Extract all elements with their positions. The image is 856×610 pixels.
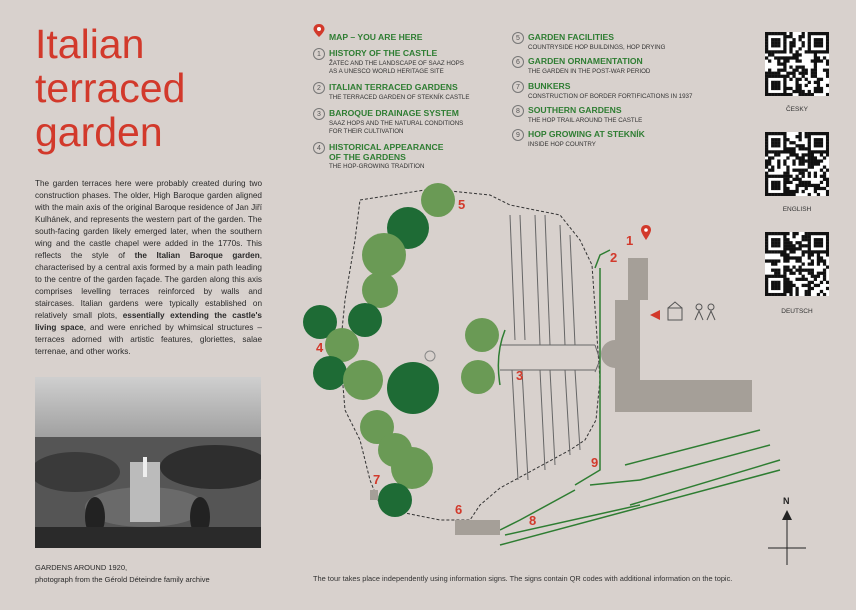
qr-label-english: ENGLISH (782, 206, 812, 213)
legend-num: 9 (512, 129, 524, 141)
legend-num: 3 (313, 108, 325, 120)
north-label: N (783, 496, 790, 506)
page-title: Italian terraced garden (35, 21, 186, 155)
legend-sub: THE TERRACED GARDEN OF STEKNÍK CASTLE (329, 94, 470, 101)
legend-num: 4 (313, 142, 325, 154)
intro-part-3: , and were enriched by whimsical structures – terraces adorned with artistic features, gloriettes, salae terrenae, and other works. (35, 323, 262, 356)
map-marker-4[interactable]: 4 (316, 340, 324, 355)
you-are-here-pin (641, 225, 651, 240)
legend-here-label: MAP – YOU ARE HERE (329, 32, 423, 42)
footer-note: The tour takes place independently using information signs. The signs contain QR codes with additional information on the topic. (313, 574, 733, 583)
legend-sub: ŽATEC AND THE LANDSCAPE OF SAAZ HOPS (329, 60, 464, 67)
legend-sub: THE HOP-GROWING TRADITION (329, 163, 425, 170)
legend-title: GARDEN FACILITIES (528, 32, 614, 42)
castle-building (615, 258, 752, 412)
legend-title: OF THE GARDENS (329, 152, 406, 162)
caption-line-1: GARDENS AROUND 1920, (35, 563, 128, 572)
legend-num: 7 (512, 81, 524, 93)
intro-part-2: , characterised by a central axis formed by a main path leading to the centre of the garden façade. The garden along this axis comprises levelling terraces reinforced by walls and staircases. Italian gardens were typically established on relatively small plots, (35, 251, 262, 320)
map-marker-6[interactable]: 6 (455, 502, 463, 517)
legend-title: BUNKERS (528, 81, 571, 91)
legend-title: GARDEN ORNAMENTATION (528, 56, 643, 66)
legend-num: 5 (512, 32, 524, 44)
map-marker-8[interactable]: 8 (529, 513, 537, 528)
legend-title: ITALIAN TERRACED GARDENS (329, 82, 458, 92)
legend-sub: THE GARDEN IN THE POST-WAR PERIOD (528, 68, 651, 75)
intro-bold-1: the Italian Baroque garden (134, 251, 260, 260)
legend-num: 6 (512, 56, 524, 68)
map-marker-2[interactable]: 2 (610, 250, 618, 265)
legend-title: HISTORICAL APPEARANCE (329, 142, 444, 152)
bunker-structure (370, 490, 378, 500)
arrow-icon (650, 310, 660, 320)
legend-num: 2 (313, 82, 325, 94)
chapel-apse (601, 340, 615, 368)
map-marker-1[interactable]: 1 (626, 233, 634, 248)
intro-part-1: The garden terraces here were probably created during two construction phases. The older, High Baroque garden aligned with the main axis of the original Baroque residence of Jan Jiří Kulhánek, and represents the western part of the garden. The south-facing garden likely emerged later, when the southern wing and the castle chapel were added in the 1770s. This reflects the style of (35, 179, 262, 260)
intro-bold-2: essentially extending the castle's living space (35, 311, 262, 332)
qr-label-czech: ČESKY (785, 106, 809, 113)
legend-sub: INSIDE HOP COUNTRY (528, 141, 596, 148)
legend-sub: CONSTRUCTION OF BORDER FORTIFICATIONS IN 1937 (528, 93, 693, 100)
qr-label-german: DEUTSCH (781, 308, 813, 315)
legend-sub: AS A UNESCO WORLD HERITAGE SITE (329, 68, 444, 75)
legend-num: 1 (313, 48, 325, 60)
map-marker-7[interactable]: 7 (373, 472, 381, 487)
legend-num: 8 (512, 105, 524, 117)
legend-sub: THE HOP TRAIL AROUND THE CASTLE (528, 117, 643, 124)
map-marker-5[interactable]: 5 (458, 197, 466, 212)
caption-line-2: photograph from the Gérold Déteindre family archive (35, 575, 210, 584)
map-marker-3[interactable]: 3 (516, 368, 524, 383)
legend-title: BAROQUE DRAINAGE SYSTEM (329, 108, 459, 118)
legend-title: HOP GROWING AT STEKNÍK (528, 129, 645, 139)
legend-sub: COUNTRYSIDE HOP BUILDINGS, HOP DRYING (528, 44, 666, 51)
map-marker-9[interactable]: 9 (591, 455, 599, 470)
trees (303, 183, 499, 517)
legend-sub: FOR THEIR CULTIVATION (329, 128, 404, 135)
legend-title: HISTORY OF THE CASTLE (329, 48, 438, 58)
legend-sub: SAAZ HOPS AND THE NATURAL CONDITIONS (329, 120, 464, 127)
facilities-icon (668, 302, 715, 320)
legend-title: SOUTHERN GARDENS (528, 105, 622, 115)
north-arrow-icon (768, 510, 806, 565)
ornament-structure (455, 520, 500, 535)
